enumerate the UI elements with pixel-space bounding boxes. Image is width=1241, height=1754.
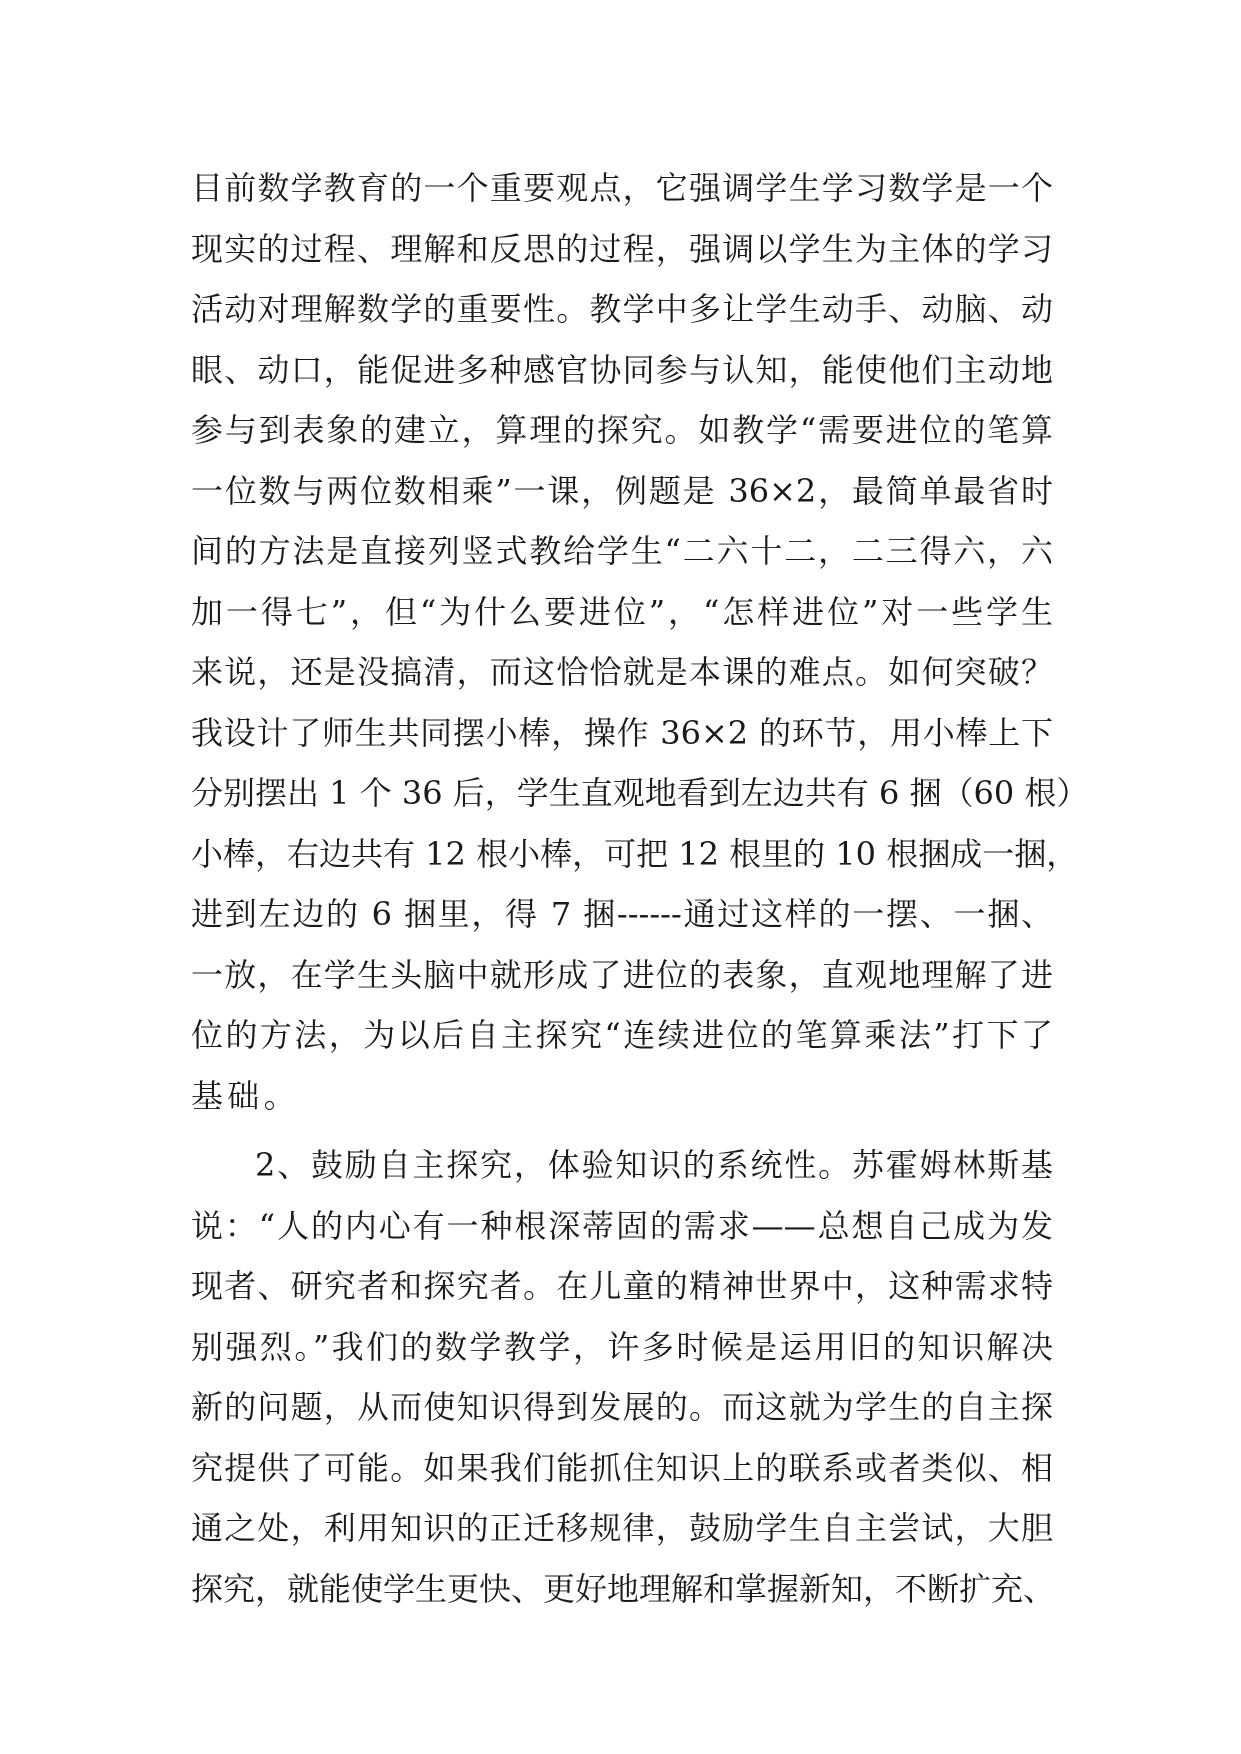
paragraph-line: 究提供了可能。如果我们能抓住知识上的联系或者类似、相 xyxy=(191,1448,1053,1487)
paragraph-gap xyxy=(191,1126,1053,1135)
paragraph-line: 现者、研究者和探究者。在儿童的精神世界中，这种需求特 xyxy=(191,1267,1053,1305)
paragraph-line: 眼、动口，能促进多种感官协同参与认知，能使他们主动地 xyxy=(191,350,1053,389)
paragraph-line: 一位数与两位数相乘”一课，例题是 36×2，最简单最省时 xyxy=(191,471,1053,510)
paragraph-line: 位的方法，为以后自主探究“连续进位的笔算乘法”打下了 xyxy=(191,1016,1053,1054)
paragraph-2 xyxy=(191,1135,1056,1619)
paragraph-line: 通之处，利用知识的正迁移规律，鼓励学生自主尝试，大胆 xyxy=(191,1509,1053,1547)
paragraph-line: 小棒，右边共有 12 根小棒，可把 12 根里的 10 根捆成一捆， xyxy=(191,834,1079,873)
paragraph-line: 一放，在学生头脑中就形成了进位的表象，直观地理解了进 xyxy=(191,955,1053,994)
paragraph-line-last: 基础。 xyxy=(191,1076,300,1115)
document-body xyxy=(191,158,1089,1619)
paragraph-line: 目前数学教育的一个重要观点，它强调学生学习数学是一个 xyxy=(191,169,1053,207)
paragraph-line: 说：“人的内心有一种根深蒂固的需求——总想自己成为发 xyxy=(191,1206,1053,1245)
paragraph-line: 现实的过程、理解和反思的过程，强调以学生为主体的学习 xyxy=(191,229,1053,268)
paragraph-line: 参与到表象的建立，算理的探究。如教学“需要进位的笔算 xyxy=(191,411,1053,449)
paragraph-line: 来说，还是没搞清，而这恰恰就是本课的难点。如何突破？ xyxy=(191,653,1053,691)
paragraph-line: 加一得七”，但“为什么要进位”，“怎样进位”对一些学生 xyxy=(191,592,1053,631)
paragraph-line: 分别摆出 1 个 36 后，学生直观地看到左边共有 6 捆（60 根） xyxy=(191,774,1089,812)
paragraph-line-first: 2、鼓励自主探究，体验知识的系统性。苏霍姆林斯基 xyxy=(255,1146,1053,1184)
paragraph-line: 探究，就能使学生更快、更好地理解和掌握新知，不断扩充、 xyxy=(191,1569,1056,1608)
paragraph-line: 活动对理解数学的重要性。教学中多让学生动手、动脑、动 xyxy=(191,290,1053,328)
paragraph-line: 进到左边的 6 捆里，得 7 捆------通过这样的一摆、一捆、 xyxy=(191,895,1053,933)
paragraph-line: 别强烈。”我们的数学教学，许多时候是运用旧的知识解决 xyxy=(191,1327,1053,1366)
paragraph-line: 间的方法是直接列竖式教给学生“二六十二，二三得六，六 xyxy=(191,532,1053,570)
paragraph-1 xyxy=(191,158,1089,1126)
paragraph-line: 我设计了师生共同摆小棒，操作 36×2 的环节，用小棒上下 xyxy=(191,713,1053,752)
paragraph-line: 新的问题，从而使知识得到发展的。而这就为学生的自主探 xyxy=(191,1388,1053,1426)
